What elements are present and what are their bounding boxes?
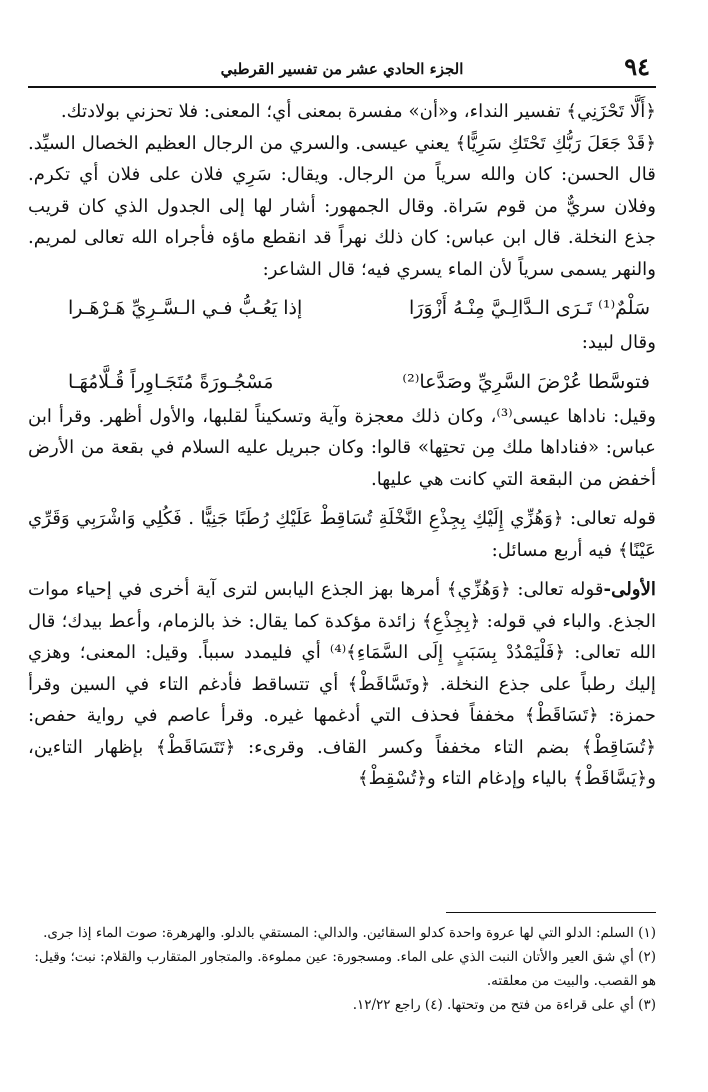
poem-verse-2-first-hemistich: فتوسَّطا عُرْضَ السَّرِيِّ وصَدَّعا⁽²⁾ <box>402 370 650 393</box>
footnote-divider <box>446 912 656 913</box>
page-header <box>28 50 656 88</box>
poem-verse-1-second-hemistich: إذا يَعُـبُّ فـي الـسَّـرِيِّ هَـرْهَـرا <box>68 297 303 319</box>
poem-verse-1-first-hemistich: سَلْمٌ⁽¹⁾ تَـرَى الـدَّالِـيَّ مِنْـهُ أَزْوَرَا <box>408 297 650 319</box>
footnote-1-2: (١) السلم: الدلو التي لها عروة واحدة كدلو السقائين. والدالي: المستقي بالدلو. والهرهرة: صوت الماء إذا جرى. (٢) أي شق العير والأتان النبت الذي على الماء. ومسجورة: عين مملوءة. والمتجاور المتقارب والقلام: نبت؛ وقيل: هو القصب. والبيت من معلقته. <box>34 925 656 989</box>
paragraph-5: قوله تعالى: ﴿وَهُزِّي إِلَيْكِ بِجِذْعِ النَّخْلَةِ تُسَاقِطْ عَلَيْكِ رُطَبًا جَنِيًّا . فَكُلِي وَاشْرَبِي وَقَرِّي عَيْنًا﴾ فيه أربع مسائل: <box>28 508 656 561</box>
main-text <box>28 96 656 795</box>
paragraph-1: ﴿أَلَّا تَحْزَنِي﴾ تفسير النداء، و«أن» مفسرة بمعنى أي؛ المعنى: فلا تحزني بولادتك. <box>60 101 656 122</box>
paragraph-6 <box>28 574 656 795</box>
paragraph-4: وقيل: ناداها عيسى⁽³⁾، وكان ذلك معجزة وآية وتسكيناً لقلبها، والأول أظهر. وقرأ ابن عباس: «فناداها ملك مِن تحتِها» قالوا: وكان جبريل عليه السلام في بقعة من الأرض أخفض من البقعة التي كانت هي عليها. <box>28 405 656 490</box>
running-title: الجزء الحادي عشر من تفسير القرطبي <box>220 60 464 78</box>
poem-verse-2 <box>28 365 656 399</box>
poem-verse-2-second-hemistich: مَسْجُـورَةً مُتَجَـاوِراً قُـلَّامُهَـا <box>68 370 274 393</box>
footnote-3-4: (٣) أي على قراءة من فتح من وتحتها. (٤) راجع ١٢/٢٢. <box>352 997 656 1013</box>
paragraph-2: ﴿قَدْ جَعَلَ رَبُّكِ تَحْتَكِ سَرِيًّا﴾ يعني عيسى. والسري من الرجال العظيم الخصال السيِّد. قال الحسن: كان والله سرياً من الرجال. ويقال: سَرِي فلان على فلان أي تكرم. وفلان سريٌّ من قوم سَراة. وقال الجمهور: أشار لها إلى الجدول الذي كان قريب جذع النخلة. قال ابن عباس: كان ذلك نهراً قد انقطع ماؤه فأجراه الله تعالى لمريم. والنهر يسمى سرياً لأن الماء يسري فيه؛ قال الشاعر: <box>28 132 656 280</box>
paragraph-6-text: قوله تعالى: ﴿وَهُزِّي﴾ أمرها بهز الجذع اليابس لترى آية أخرى في إحياء موات الجذع. والباء في قوله: ﴿بِجِذْعِ﴾ زائدة مؤكدة كما يقال: خذ بالزمام، وأعط بيدك؛ قال الله تعالى: ﴿فَلْيَمْدُدْ بِسَبَبٍ إِلَى السَّمَاءِ﴾⁽⁴⁾ أي فليمدد سبباً. وقيل: المعنى؛ وهزي إليك رطباً على جذع النخلة. ﴿وتَسَّاقَطْ﴾ أي تتساقط فأدغم التاء في السين وقرأ حمزة: ﴿تَسَاقَطْ﴾ مخففاً فحذف التي أدغمها غيره. وقرأ عاصم في رواية حفص: ﴿تُسَاقِطْ﴾ بضم التاء مخففاً وكسر القاف. وقرىء: ﴿تَتَسَاقَطْ﴾ بإظهار التاءين، و﴿يَسَّاقَطْ﴾ بالياء وإدغام التاء و﴿تُسْقِطْ﴾ <box>28 579 656 789</box>
footnotes <box>28 912 656 1017</box>
page-number: ٩٤ <box>624 52 650 81</box>
poem-verse-1 <box>28 291 656 325</box>
paragraph-3: وقال لبيد: <box>581 332 656 353</box>
issue-heading: الأولى- <box>603 579 656 600</box>
